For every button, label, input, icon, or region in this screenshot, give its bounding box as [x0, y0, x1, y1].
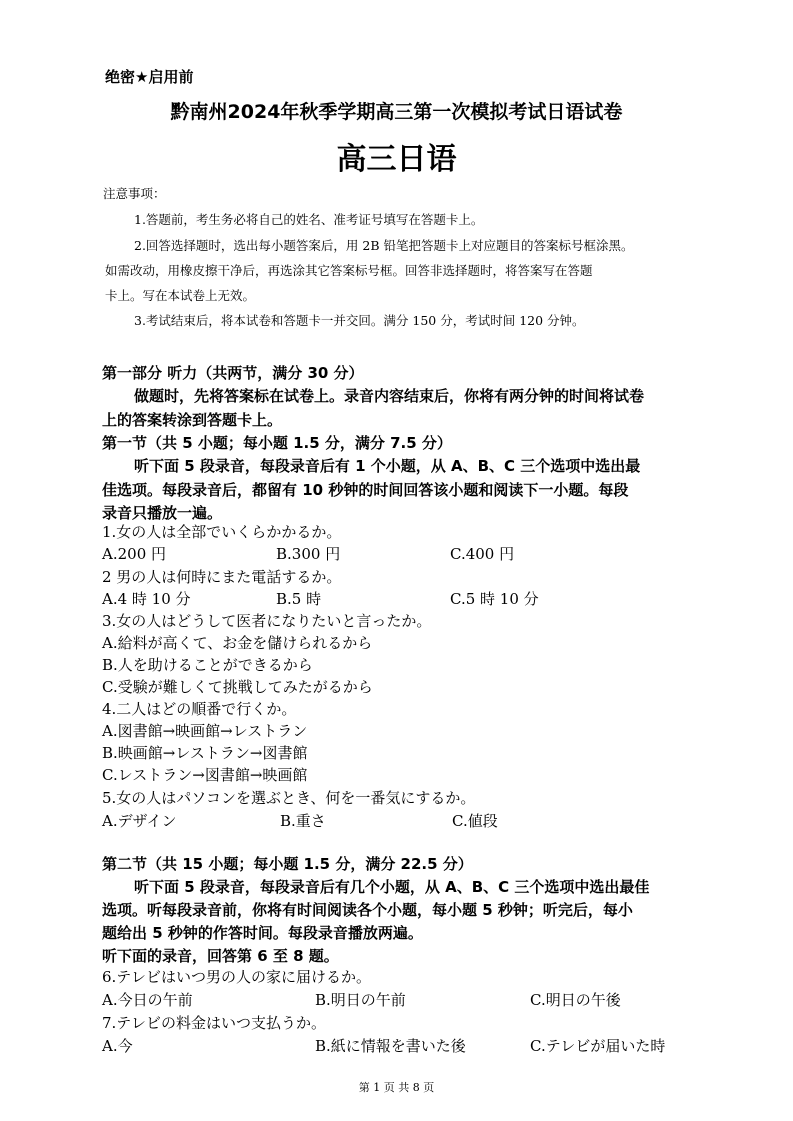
question-4-option-a: A.図書館→映画館→レストラン [102, 722, 308, 740]
question-2-option-b: B.5 時 [276, 590, 322, 608]
part1-heading: 第一部分 听力（共两节，满分 30 分） [102, 364, 364, 382]
notice-line-3: 如需改动，用橡皮擦干净后，再选涂其它答案标号框。回答非选择题时，将答案写在答题 [105, 263, 593, 278]
question-5-stem: 5.女の人はパソコンを選ぶとき、何を一番気にするか。 [102, 789, 476, 807]
question-4-option-b: B.映画館→レストラン→図書館 [102, 744, 308, 762]
section1-instruction-1: 听下面 5 段录音，每段录音后有 1 个小题，从 A、B、C 三个选项中选出最 [134, 457, 641, 475]
part1-instruction-2: 上的答案转涂到答题卡上。 [102, 411, 283, 429]
question-5-option-b: B.重さ [280, 812, 326, 830]
part1-instruction-1: 做题时，先将答案标在试卷上。录音内容结束后，你将有两分钟的时间将试卷 [134, 387, 645, 405]
question-1-option-c: C.400 円 [450, 545, 515, 563]
question-7-option-c: C.テレビが届いた時 [530, 1037, 666, 1055]
section2-instruction-1: 听下面 5 段录音，每段录音后有几个小题，从 A、B、C 三个选项中选出最佳 [134, 878, 650, 896]
page-number: 第 1 页 共 8 页 [358, 1081, 435, 1094]
section2-heading: 第二节（共 15 小题；每小题 1.5 分，满分 22.5 分） [102, 855, 473, 873]
question-3-stem: 3.女の人はどうして医者になりたいと言ったか。 [102, 612, 432, 630]
question-1-option-b: B.300 円 [276, 545, 341, 563]
notice-line-4: 卡上。写在本试卷上无效。 [105, 288, 256, 303]
exam-title: 黔南州2024年秋季学期高三第一次模拟考试日语试卷 [170, 101, 623, 123]
confidential-label: 绝密★启用前 [105, 68, 194, 86]
question-2-option-a: A.4 時 10 分 [102, 590, 191, 608]
question-5-option-c: C.値段 [452, 812, 498, 830]
subject-title: 高三日语 [336, 142, 457, 177]
question-6-option-a: A.今日の午前 [102, 991, 193, 1009]
section2-instruction-2: 选项。听每段录音前，你将有时间阅读各个小题，每小题 5 秒钟；听完后，每小 [102, 901, 633, 919]
question-7-option-a: A.今 [102, 1037, 133, 1055]
question-3-option-a: A.給料が高くて、お金を儲けられるから [102, 634, 373, 652]
question-4-stem: 4.二人はどの順番で行くか。 [102, 700, 297, 718]
question-1-option-a: A.200 円 [102, 545, 166, 563]
question-2-option-c: C.5 時 10 分 [450, 590, 539, 608]
section1-instruction-3: 录音只播放一遍。 [102, 504, 223, 522]
question-3-option-b: B.人を助けることができるから [102, 656, 313, 674]
question-6-option-b: B.明日の午前 [315, 991, 406, 1009]
question-2-stem: 2 男の人は何時にまた電話するか。 [102, 568, 342, 586]
section1-heading: 第一节（共 5 小题；每小题 1.5 分，满分 7.5 分） [102, 434, 452, 452]
notice-line-1: 1.答题前，考生务必将自己的姓名、准考证号填写在答题卡上。 [134, 212, 484, 227]
question-6-stem: 6.テレビはいつ男の人の家に届けるか。 [102, 968, 372, 986]
notice-line-2: 2.回答选择题时，选出每小题答案后，用 2B 铅笔把答题卡上对应题目的答案标号框涂黑。 [134, 238, 634, 253]
question-7-stem: 7.テレビの料金はいつ支払うか。 [102, 1014, 327, 1032]
question-5-option-a: A.デザイン [102, 812, 177, 830]
question-3-option-c: C.受験が難しくて挑戦してみたがるから [102, 678, 373, 696]
question-6-option-c: C.明日の午後 [530, 991, 621, 1009]
question-1-stem: 1.女の人は全部でいくらかかるか。 [102, 523, 342, 541]
question-7-option-b: B.紙に情報を書いた後 [315, 1037, 466, 1055]
notice-heading: 注意事项： [103, 186, 166, 201]
notice-line-5: 3.考试结束后，将本试卷和答题卡一并交回。满分 150 分，考试时间 120 分钟。 [134, 313, 585, 328]
section1-instruction-2: 佳选项。每段录音后，都留有 10 秒钟的时间回答该小题和阅读下一小题。每段 [102, 481, 629, 499]
question-group-instruction: 听下面的录音，回答第 6 至 8 题。 [102, 947, 339, 965]
question-4-option-c: C.レストラン→図書館→映画館 [102, 766, 308, 784]
section2-instruction-3: 题给出 5 秒钟的作答时间。每段录音播放两遍。 [102, 924, 423, 942]
